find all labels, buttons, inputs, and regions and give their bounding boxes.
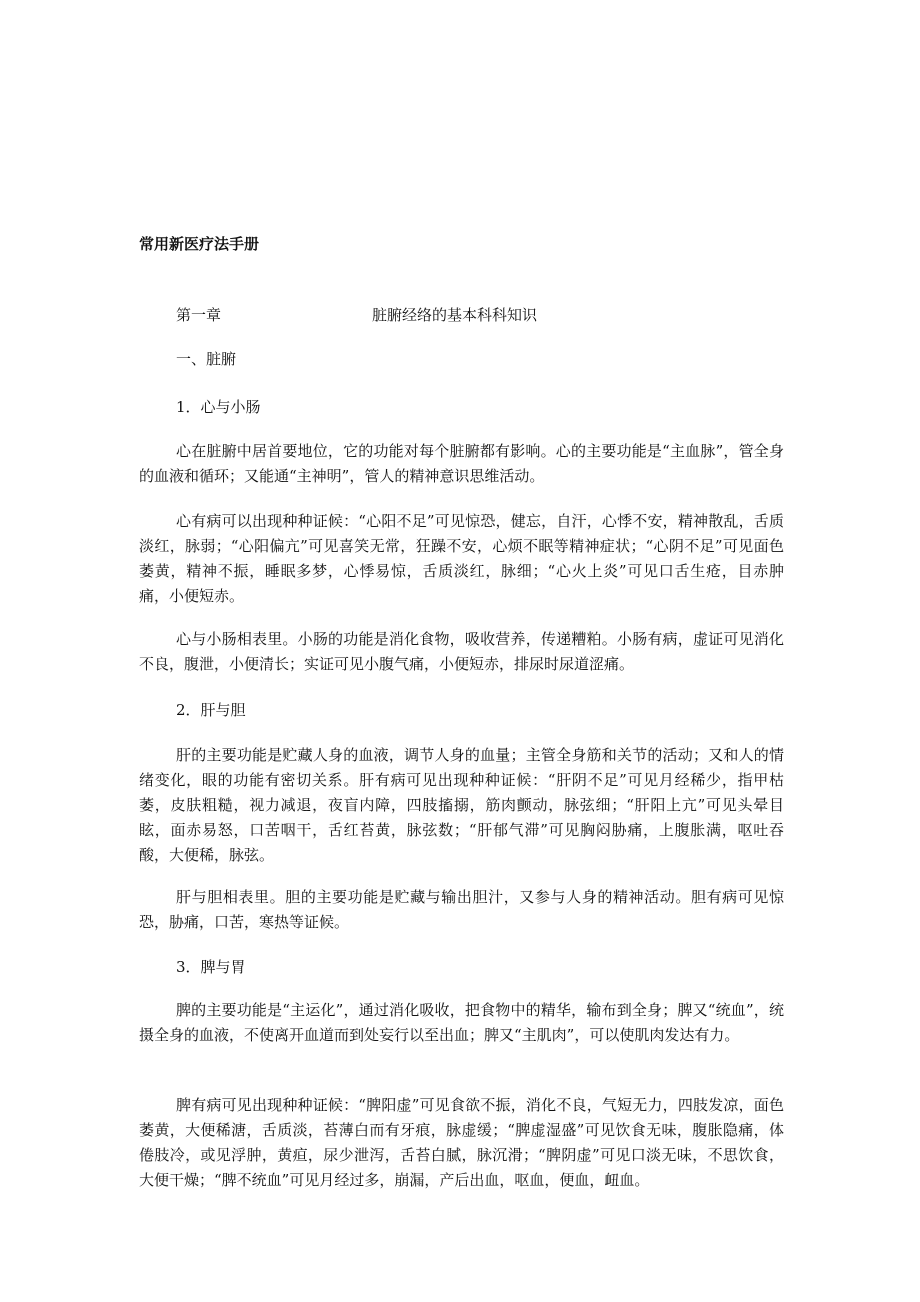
subsection-heading-heart: 1．心与小肠 [176, 398, 261, 416]
paragraph: 脾的主要功能是“主运化”，通过消化吸收，把食物中的精华，输布到全身；脾又“统血”，统摄全身的血液，不使离开血道而到处妄行以至出血；脾又“主肌肉”，可以使肌肉发达有力。 [139, 1001, 784, 1044]
subsection-heading-spleen: 3．脾与胃 [176, 958, 246, 976]
chapter-number: 第一章 [176, 306, 222, 324]
subsection-heading-liver: 2．肝与胆 [176, 701, 246, 719]
paragraph: 心与小肠相表里。小肠的功能是消化食物，吸收营养，传递糟粕。小肠有病，虚证可见消化不良，腹泄，小便清长；实证可见小腹气痛，小便短赤，排尿时尿道涩痛。 [139, 630, 784, 673]
paragraph: 脾有病可见出现种种证候：“脾阳虚”可见食欲不振，消化不良，气短无力，四肢发凉，面色萎黄，大便稀溏，舌质淡，苔薄白而有牙痕，脉虚缓；“脾虚湿盛”可见饮食无味，腹胀隐痛，体倦肢冷，或见浮肿，黄疸，尿少泄泻，舌苔白腻，脉沉滑；“脾阴虚”可见口淡无味，不思饮食，大便干燥；“脾不统血”可见月经过多，崩漏，产后出血，呕血，便血，衄血。 [139, 1096, 784, 1189]
section-heading: 一、脏腑 [176, 350, 237, 368]
chapter-title: 脏腑经络的基本科科知识 [372, 306, 538, 324]
paragraph: 心有病可以出现种种证候：“心阳不足”可见惊恐，健忘，自汗，心悸不安，精神散乱，舌质淡红，脉弱；“心阳偏亢”可见喜笑无常，狂躁不安，心烦不眠等精神症状；“心阴不足”可见面色萎黄，精神不振，睡眠多梦，心悸易惊，舌质淡红，脉细；“心火上炎”可见口舌生疮，目赤肿痛，小便短赤。 [139, 512, 784, 605]
paragraph: 肝的主要功能是贮藏人身的血液，调节人身的血量；主管全身筋和关节的活动；又和人的情绪变化，眼的功能有密切关系。肝有病可见出现种种证候：“肝阴不足”可见月经稀少，指甲枯萎，皮肤粗糙，视力减退，夜盲内障，四肢搐搦，筋肉颤动，脉弦细；“肝阳上亢”可见头晕目眩，面赤易怒，口苦咽干，舌红苔黄，脉弦数；“肝郁气滞”可见胸闷胁痛，上腹胀满，呕吐吞酸，大便稀，脉弦。 [139, 746, 784, 864]
document-title: 常用新医疗法手册 [139, 235, 260, 253]
paragraph: 肝与胆相表里。胆的主要功能是贮藏与输出胆汁，又参与人身的精神活动。胆有病可见惊恐，胁痛，口苦，寒热等证候。 [139, 888, 784, 931]
paragraph: 心在脏腑中居首要地位，它的功能对每个脏腑都有影响。心的主要功能是“主血脉”，管全身的血液和循环；又能通“主神明”，管人的精神意识思维活动。 [139, 442, 784, 485]
